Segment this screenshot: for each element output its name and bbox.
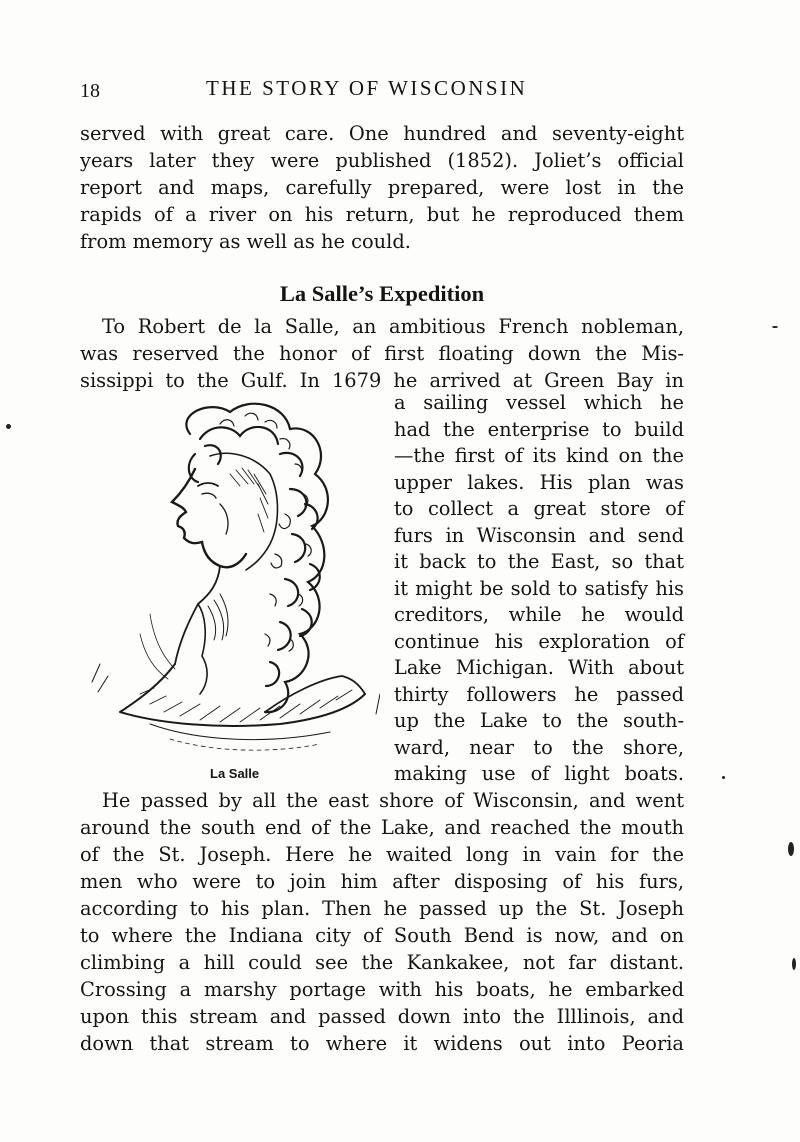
paragraph-line: of the St. Joseph. Here he waited long in vain for the xyxy=(80,843,684,866)
paragraph-line: had the enterprise to build xyxy=(394,417,684,441)
portrait-caption: La Salle xyxy=(210,766,260,781)
scan-speck xyxy=(772,326,778,328)
paragraph-line: —the first of its kind on the xyxy=(394,444,684,467)
paragraph-line: To Robert de la Salle, an ambitious French nobleman, xyxy=(102,315,684,338)
paragraph-line: down that stream to where it widens out into Peoria xyxy=(80,1032,684,1055)
paragraph-line: it might be sold to satisfy his xyxy=(394,576,684,600)
paragraph-line: upon this stream and passed down into the Illlinois, and xyxy=(80,1005,684,1028)
paragraph-line: from memory as well as he could. xyxy=(80,230,411,253)
paragraph-line: years later they were published (1852). Joliet’s official xyxy=(80,149,684,172)
paragraph-line: creditors, while he would xyxy=(394,603,684,626)
paragraph-line: to where the Indiana city of South Bend is now, and on xyxy=(80,924,684,947)
paragraph-line: up the Lake to the south- xyxy=(394,709,684,732)
paragraph-line: furs in Wisconsin and send xyxy=(394,523,684,547)
paragraph-line: upper lakes. His plan was xyxy=(394,470,684,494)
paragraph-line: around the south end of the Lake, and reached the mouth xyxy=(80,816,684,839)
scan-speck xyxy=(792,958,796,970)
scan-speck xyxy=(6,424,11,429)
paragraph-line: men who were to join him after disposing of his furs, xyxy=(80,870,684,893)
book-title: THE STORY OF WISCONSIN xyxy=(206,76,528,100)
paragraph-line: sissippi to the Gulf. In 1679 he arrived at Green Bay in xyxy=(80,369,684,392)
engraved-portrait-illustration xyxy=(92,404,380,750)
paragraph-line: ward, near to the shore, xyxy=(394,735,684,759)
paragraph-line: served with great care. One hundred and seventy-eight xyxy=(80,122,684,145)
paragraph-line: continue his exploration of xyxy=(394,629,684,653)
scan-speck xyxy=(722,776,725,779)
scan-speck xyxy=(788,842,794,856)
paragraph-line: climbing a hill could see the Kankakee, not far distant. xyxy=(80,951,684,974)
paragraph-line: making use of light boats. xyxy=(394,762,684,785)
paragraph-line: a sailing vessel which he xyxy=(394,391,684,414)
running-head xyxy=(80,76,690,106)
paragraph-line: according to his plan. Then he passed up the St. Joseph xyxy=(80,897,684,920)
paragraph-line: was reserved the honor of first floating down the Mis- xyxy=(80,342,684,365)
paragraph-line: He passed by all the east shore of Wisconsin, and went xyxy=(102,789,684,812)
paragraph-line: Lake Michigan. With about xyxy=(394,656,684,679)
paragraph-line: it back to the East, so that xyxy=(394,550,684,573)
la-salle-portrait xyxy=(80,394,380,764)
paragraph-line: rapids of a river on his return, but he reproduced them xyxy=(80,203,684,226)
paragraph-line: report and maps, carefully prepared, were lost in the xyxy=(80,176,684,199)
paragraph-line: to collect a great store of xyxy=(394,497,684,520)
page-number: 18 xyxy=(80,80,100,102)
paragraph-line: Crossing a marshy portage with his boats, he embarked xyxy=(80,978,684,1001)
section-heading: La Salle’s Expedition xyxy=(279,281,485,306)
paragraph-line: thirty followers he passed xyxy=(394,682,684,706)
